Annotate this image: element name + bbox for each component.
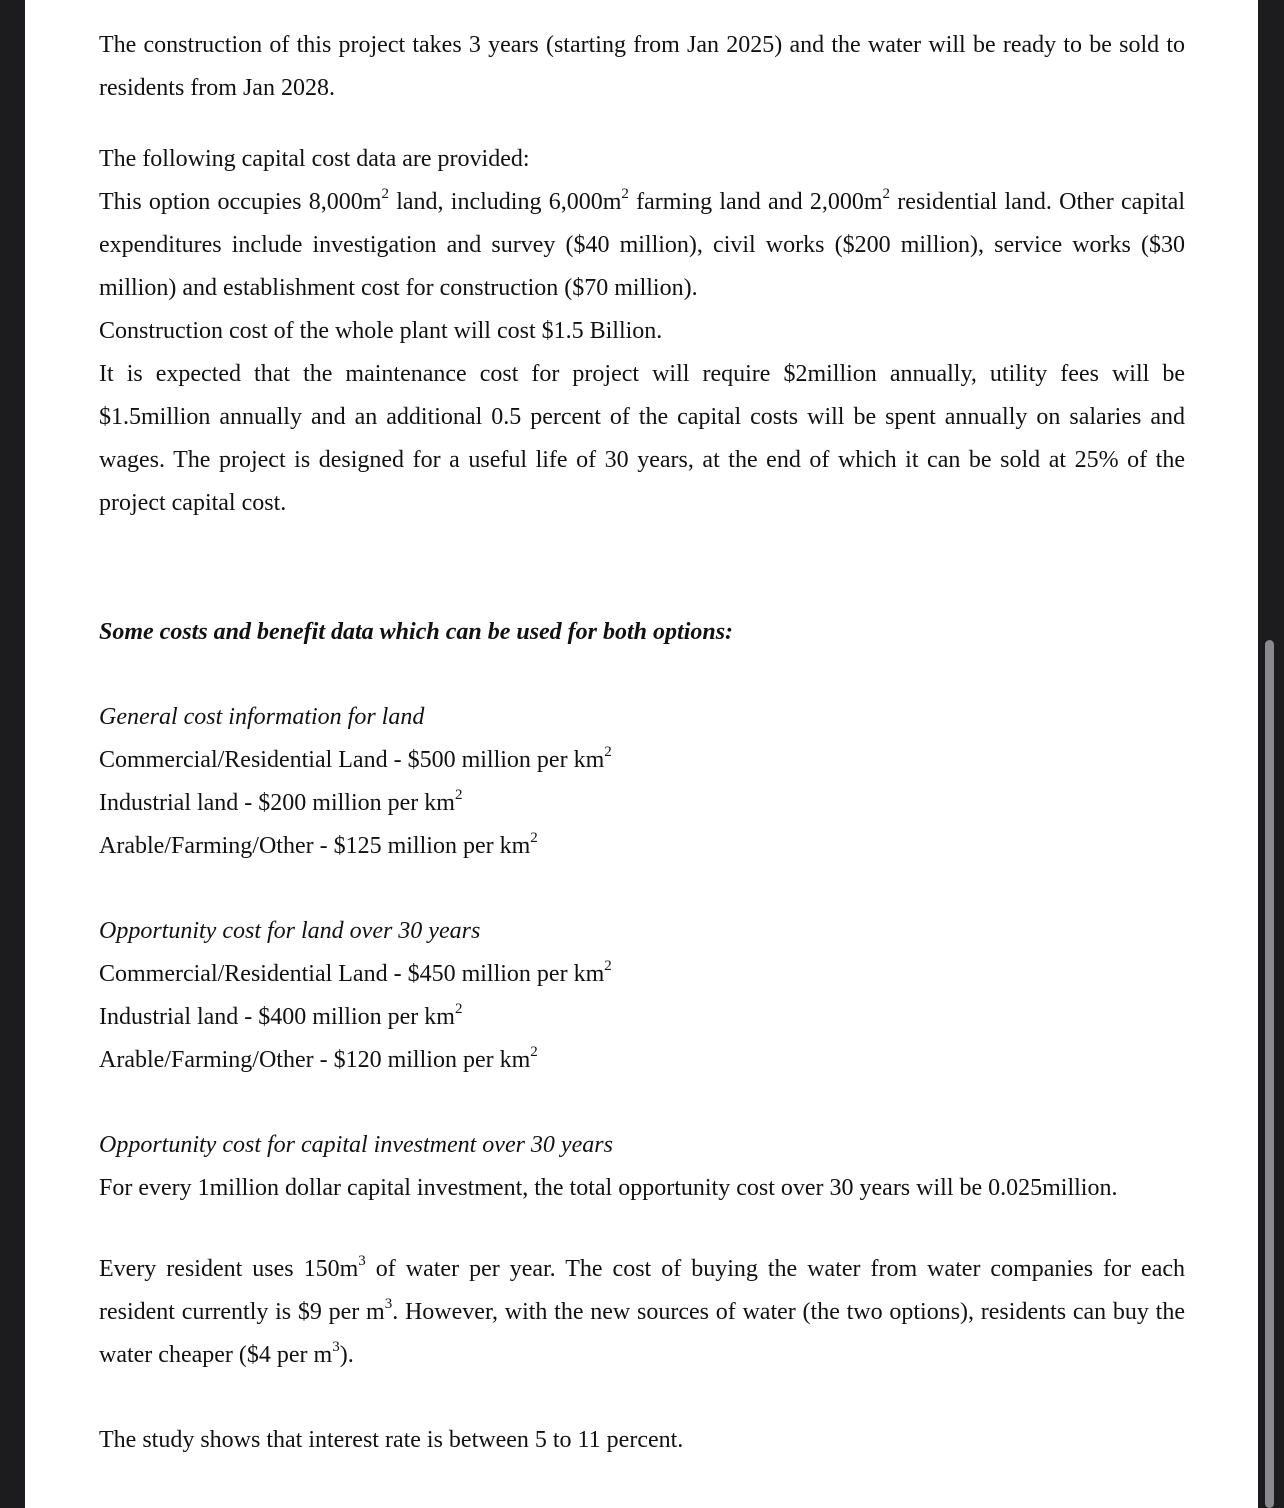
capital-opportunity-title: Opportunity cost for capital investment over 30 years <box>99 1132 613 1158</box>
section-heading: Some costs and benefit data which can be used for both options: <box>99 619 734 645</box>
land-opportunity-item: Commercial/Residential Land - $450 million per $km^2$ <box>99 958 612 987</box>
water-usage-paragraph: Every resident uses $150m^3$ of water per year. The cost of buying the water from water companies for each resident currently is $9 per $m^3$. However, with the new sources of water (the two options), residents can buy the water cheaper ($4 per $m^3$). <box>99 1253 1186 1368</box>
construction-paragraph: The construction of this project takes 3 years (starting from Jan 2025) and the water will be ready to be sold to residents from Jan 2028. <box>99 32 1185 101</box>
capital-opportunity-text: For every 1million dollar capital investment, the total opportunity cost over 30 years will be 0.025million. <box>99 1175 1118 1201</box>
land-opportunity-item: Arable/Farming/Other - $120 million per $km^2$ <box>99 1044 538 1073</box>
maintenance-paragraph: It is expected that the maintenance cost for project will require $2million annually, utility fees will be $1.5million annually and an additional 0.5 percent of the capital costs will be spent annually on salaries and wages. The project is designed for a useful life of 30 years, at the end of which it can be sold at 25% of the project capital cost. <box>99 361 1185 516</box>
land-cost-item: Arable/Farming/Other - $125 million per $km^2$ <box>99 830 538 859</box>
vertical-scrollbar[interactable] <box>1265 0 1274 1508</box>
capital-cost-intro: The following capital cost data are provided: <box>99 146 530 172</box>
land-opportunity-item: Industrial land - $400 million per $km^2$ <box>99 1001 463 1030</box>
construction-cost-paragraph: Construction cost of the whole plant will cost $1.5 Billion. <box>99 318 663 344</box>
document-page <box>25 0 1258 1508</box>
land-occupancy-paragraph: This option occupies $8,000m^2$ land, including $6,000m^2$ farming land and $2,000m^2$ residential land. Other capital expenditures include investigation and survey ($40 million), civil works ($200 million), service works ($30 million) and establishment cost for construction ($70 million). <box>99 186 1185 301</box>
land-cost-item: Commercial/Residential Land - $500 million per $km^2$ <box>99 744 612 773</box>
land-cost-item: Industrial land - $200 million per $km^2$ <box>99 787 463 816</box>
interest-rate-paragraph: The study shows that interest rate is between 5 to 11 percent. <box>99 1427 684 1453</box>
document-content <box>99 24 1185 1462</box>
land-opportunity-title: Opportunity cost for land over 30 years <box>99 918 481 944</box>
land-cost-title: General cost information for land <box>99 704 425 730</box>
scrollbar-thumb[interactable] <box>1265 640 1274 1508</box>
